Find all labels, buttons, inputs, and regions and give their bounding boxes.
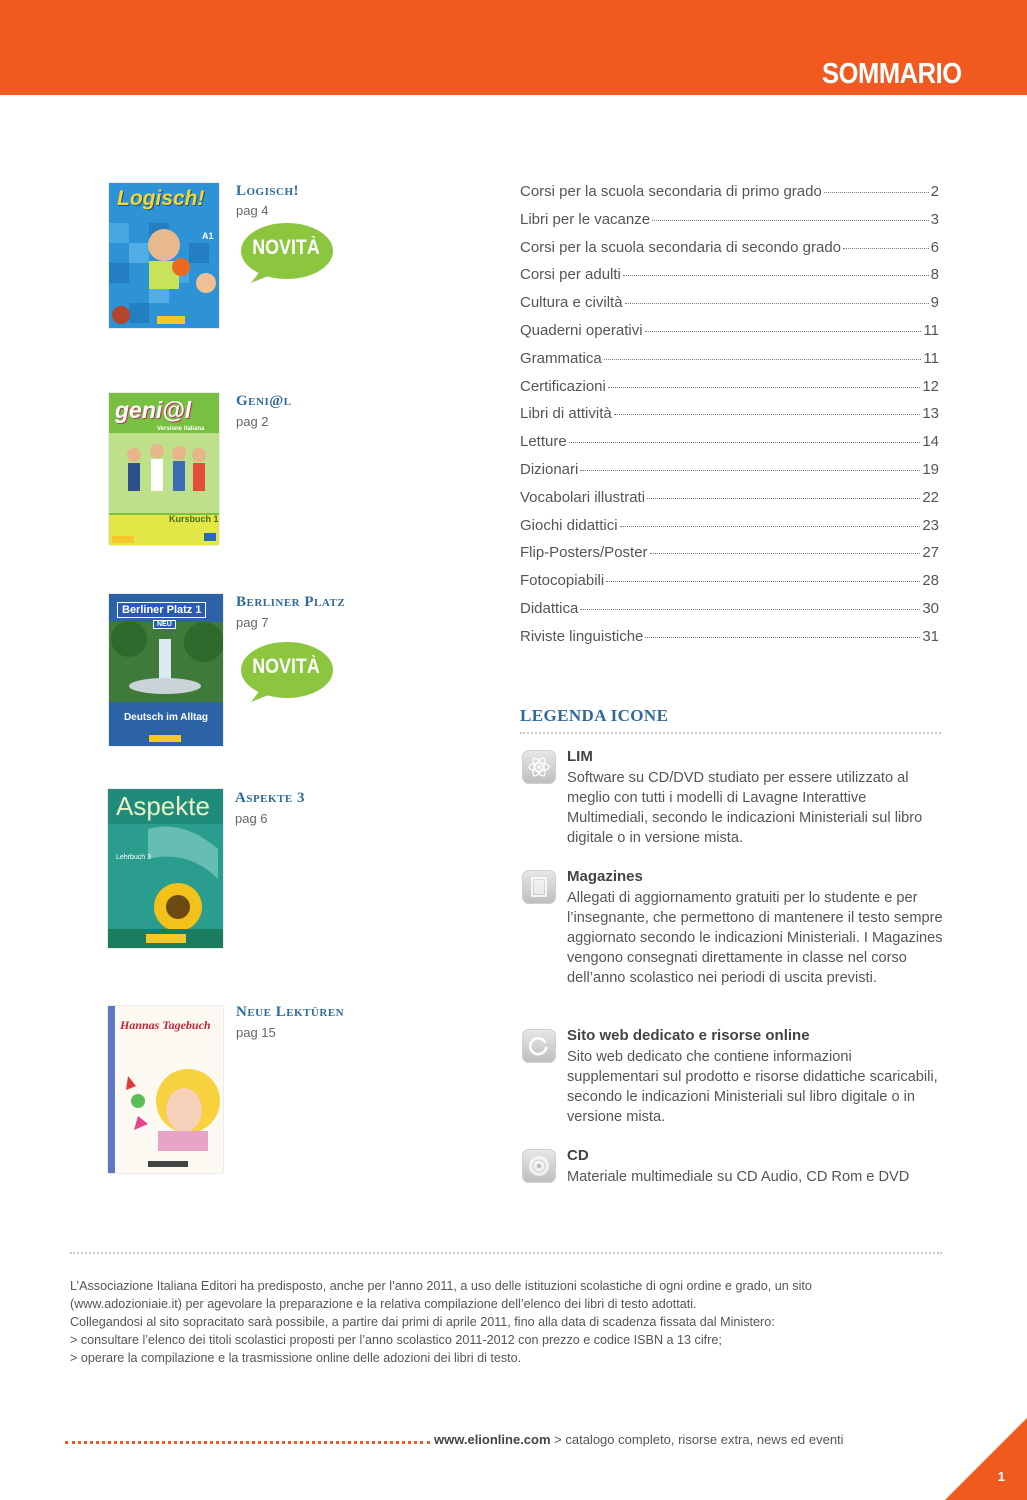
- website-tagline: > catalogo completo, risorse extra, news ed eventi: [550, 1432, 844, 1447]
- toc-label: Certificazioni: [520, 377, 606, 395]
- legend-description: Software su CD/DVD studiato per essere utilizzato al meglio con tutti i modelli di Lavagne Interattive Multimediali, secondo le indicazioni Ministeriali sul libro digitale o in versione mista.: [567, 770, 923, 846]
- legend-heading: Sito web dedicato e risorse online: [567, 1027, 810, 1044]
- website-link[interactable]: www.elionline.com: [434, 1432, 551, 1447]
- toc-page-number: 13: [922, 405, 939, 423]
- toc-row[interactable]: [520, 211, 939, 239]
- legend-heading: Magazines: [567, 868, 643, 885]
- page-title: SOMMARIO: [822, 58, 962, 90]
- novita-badge: [239, 222, 333, 284]
- toc-page-number: 27: [922, 544, 939, 562]
- toc-page-number: 12: [922, 377, 939, 395]
- toc-label: Libri di attività: [520, 405, 612, 423]
- toc-page-number: 8: [930, 266, 939, 284]
- corner-triangle: [945, 1418, 1027, 1500]
- novita-label: NOVITÀ: [252, 236, 320, 259]
- aspekte-cover-subtitle: Lehrbuch 3: [116, 854, 152, 861]
- toc-row[interactable]: [520, 378, 939, 406]
- footer-note-line: Collegandosi al sito sopracitato sarà possibile, a partire dai primi di aprile 2011, fino alla data di scadenza fissata dal Ministero:: [70, 1315, 775, 1329]
- toc-leader-dots: [647, 498, 920, 499]
- toc-page-number: 2: [930, 183, 939, 200]
- hannas-cover-title: Hannas Tagebuch: [120, 1018, 211, 1032]
- toc-row[interactable]: [520, 461, 939, 489]
- toc-page-number: 11: [923, 321, 939, 339]
- toc-leader-dots: [650, 553, 921, 554]
- toc-page-number: 19: [922, 460, 939, 478]
- legend-description: Sito web dedicato che contiene informazioni supplementari sul prodotto e risorse didattiche scaricabili, secondo le indicazioni Ministeriali sul libro digitale o in versione mista.: [567, 1049, 938, 1125]
- toc-leader-dots: [580, 470, 920, 471]
- toc-leader-dots: [843, 248, 929, 249]
- toc-leader-dots: [645, 637, 920, 638]
- book-page-neue-lekturen: pag 15: [236, 1025, 276, 1040]
- toc-label: Corsi per la scuola secondaria di secondo grado: [520, 238, 842, 256]
- page-number: 1: [997, 1469, 1005, 1484]
- atom-icon: [522, 750, 556, 784]
- toc-row[interactable]: [520, 572, 939, 600]
- book-title-aspekte[interactable]: Aspekte 3: [235, 790, 305, 806]
- toc-label: Corsi per la scuola secondaria di primo grado: [520, 183, 822, 200]
- toc-leader-dots: [608, 387, 920, 388]
- toc-leader-dots: [614, 414, 921, 415]
- table-of-contents: [520, 183, 939, 656]
- toc-leader-dots: [824, 192, 929, 193]
- toc-leader-dots: [625, 303, 929, 304]
- toc-label: Fotocopiabili: [520, 572, 605, 590]
- toc-row[interactable]: [520, 628, 939, 656]
- legend-heading: CD: [567, 1147, 589, 1164]
- toc-row[interactable]: [520, 322, 939, 350]
- toc-page-number: 14: [922, 433, 939, 451]
- toc-leader-dots: [623, 275, 929, 276]
- book-cover-logisch[interactable]: [109, 183, 219, 328]
- toc-label: Vocabolari illustrati: [520, 488, 646, 506]
- novita-badge: [239, 641, 333, 703]
- toc-page-number: 9: [930, 294, 939, 312]
- toc-leader-dots: [569, 442, 921, 443]
- footer-note-line: (www.adozioniaie.it) per agevolare la preparazione e la relativa compilazione dell’elenco dei libri di testo adottati.: [70, 1297, 697, 1311]
- book-title-logisch[interactable]: Logisch!: [236, 183, 300, 199]
- toc-row[interactable]: [520, 294, 939, 322]
- toc-page-number: 31: [922, 627, 939, 645]
- toc-label: Grammatica: [520, 349, 602, 367]
- berliner-cover-footer: Deutsch im Alltag: [123, 712, 209, 723]
- footer-note-line: > operare la compilazione e la trasmissione online delle adozioni dei libri di testo.: [70, 1351, 522, 1365]
- toc-row[interactable]: [520, 489, 939, 517]
- genial-cover-subtitle: Versione italiana: [157, 426, 205, 432]
- book-page-aspekte: pag 6: [235, 811, 268, 826]
- toc-row[interactable]: [520, 350, 939, 378]
- berliner-cover-badge: NEU: [153, 620, 176, 629]
- legend-divider: [520, 732, 941, 734]
- toc-label: Flip-Posters/Poster: [520, 544, 648, 562]
- legend-heading: LIM: [567, 748, 593, 765]
- bottom-dotted-rule: [65, 1441, 430, 1444]
- book-cover-genial[interactable]: [109, 393, 219, 545]
- legend-description: Allegati di aggiornamento gratuiti per lo studente e per l’insegnante, che permettono di mantenere il testo sempre aggiornato secondo le indicazioni Ministeriali. I Magazines vengono consegnati direttamente in classe nel corso dell’anno scolastico nei periodi di uscita previsti.: [567, 890, 943, 986]
- toc-label: Didattica: [520, 599, 579, 617]
- cd-icon: [522, 1149, 556, 1183]
- toc-label: Letture: [520, 433, 567, 451]
- legend-description: Materiale multimediale su CD Audio, CD Rom e DVD: [567, 1169, 910, 1185]
- genial-cover-title: geni@l: [115, 397, 192, 423]
- toc-label: Cultura e civiltà: [520, 294, 623, 312]
- toc-leader-dots: [620, 526, 921, 527]
- novita-label: NOVITÀ: [252, 655, 320, 678]
- toc-label: Dizionari: [520, 460, 579, 478]
- toc-leader-dots: [580, 609, 920, 610]
- toc-leader-dots: [645, 331, 922, 332]
- book-page-logisch: pag 4: [236, 203, 269, 218]
- toc-label: Quaderni operativi: [520, 321, 643, 339]
- book-title-genial[interactable]: Geni@l: [236, 393, 292, 409]
- book-cover-hannas-tagebuch[interactable]: [108, 1006, 223, 1173]
- book-page-berliner-platz: pag 7: [236, 615, 269, 630]
- aspekte-cover-title: Aspekte: [116, 791, 210, 821]
- toc-row[interactable]: [520, 266, 939, 294]
- book-title-berliner-platz[interactable]: Berliner Platz: [236, 594, 346, 610]
- toc-row[interactable]: [520, 544, 939, 572]
- toc-page-number: 23: [922, 516, 939, 534]
- toc-row[interactable]: [520, 405, 939, 433]
- toc-page-number: 11: [923, 349, 939, 367]
- legend-title: LEGENDA ICONE: [520, 706, 669, 725]
- toc-label: Riviste linguistiche: [520, 627, 644, 645]
- toc-leader-dots: [606, 581, 920, 582]
- toc-leader-dots: [652, 220, 929, 221]
- footer-divider: [70, 1252, 942, 1254]
- toc-row[interactable]: [520, 517, 939, 545]
- logisch-cover-level: A1: [202, 231, 214, 241]
- berliner-cover-title: Berliner Platz 1: [117, 602, 206, 618]
- bottom-bar: [434, 1432, 844, 1447]
- footer-note-line: > consultare l’elenco dei titoli scolastici proposti per l’anno scolastico 2011-2012 con prezzo e codice ISBN a 13 cifre;: [70, 1333, 722, 1347]
- toc-row[interactable]: [520, 433, 939, 461]
- toc-page-number: 3: [930, 210, 939, 228]
- genial-cover-footer: Kursbuch 1: [169, 514, 219, 524]
- toc-page-number: 28: [922, 572, 939, 590]
- toc-label: Corsi per adulti: [520, 266, 621, 284]
- toc-label: Giochi didattici: [520, 516, 618, 534]
- toc-page-number: 6: [930, 238, 939, 256]
- toc-row[interactable]: [520, 600, 939, 628]
- toc-page-number: 30: [922, 599, 939, 617]
- web-icon: [522, 1029, 556, 1063]
- magazine-icon: [522, 870, 556, 904]
- book-cover-aspekte[interactable]: [108, 789, 223, 948]
- toc-row[interactable]: [520, 239, 939, 267]
- toc-label: Libri per le vacanze: [520, 210, 651, 228]
- toc-leader-dots: [604, 359, 922, 360]
- book-title-neue-lekturen[interactable]: Neue Lektüren: [236, 1004, 345, 1020]
- footer-note-line: L’Associazione Italiana Editori ha predisposto, anche per l’anno 2011, a uso delle istituzioni scolastiche di ogni ordine e grado, un sito: [70, 1279, 812, 1293]
- footer-note: [70, 1277, 950, 1367]
- book-page-genial: pag 2: [236, 414, 269, 429]
- toc-row[interactable]: [520, 183, 939, 211]
- book-cover-berliner-platz[interactable]: [109, 594, 223, 746]
- toc-page-number: 22: [922, 488, 939, 506]
- logisch-cover-title: Logisch!: [117, 187, 205, 210]
